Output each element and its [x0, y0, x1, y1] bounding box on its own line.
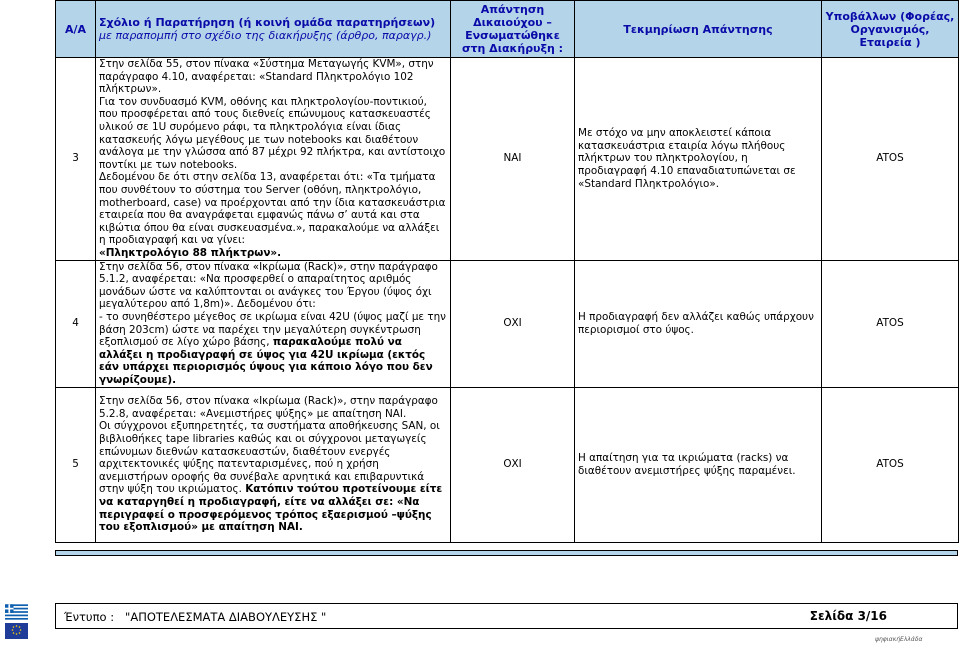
row-observation: [96, 387, 451, 542]
header-answer: Απάντηση Δικαιούχου – Ενσωματώθηκε στη Διακήρυξη :: [451, 1, 575, 58]
row-submitter: ATOS: [822, 260, 959, 387]
row-evidence: Η προδιαγραφή δεν αλλάζει καθώς υπάρχουν περιορισμοί στο ύψος.: [575, 260, 822, 387]
row-evidence: Με στόχο να μην αποκλειστεί κάποια κατασκευάστρια εταιρία λόγω πλήθους πλήκτρων του πληκτρολογίου, η προδιαγραφή 4.10 επαναδιατυπώνεται σε «Standard Πληκτρολόγιο».: [575, 58, 822, 261]
table-row: [56, 58, 959, 261]
header-evidence: Τεκμηρίωση Απάντησης: [575, 1, 822, 58]
row-evidence: Η απαίτηση για τα ικριώματα (racks) να διαθέτουν ανεμιστήρες ψύξης παραμένει.: [575, 387, 822, 542]
row-number: 5: [56, 387, 96, 542]
observation-text: Δεδομένου δε ότι στην σελίδα 13, αναφέρεται ότι: «Τα τμήματα που συνθέτουν το σύστημα του Server (οθόνη, πληκτρολόγιο, motherboard, case) να προέρχονται από την ίδια κατασκευάστρια εταιρεία που θα αναγράφεται εμφανώς πάνω σ’ αυτά και στα κιβώτια όπου θα είναι συσκευασμένα.», παρακαλούμε να αλλάξει η προδιαγραφή και να γίνει:: [99, 171, 446, 247]
footer-form-label: Έντυπο :: [64, 610, 115, 624]
observation-paragraph: [99, 311, 447, 387]
table-row: [56, 260, 959, 387]
observation-paragraph: Για τον συνδυασμό KVM, οθόνης και πληκτρολογίου-ποντικιού, που προσφέρεται από τους διεθνείς επώνυμους κατασκευαστές υλικού σε 1U συρόμενο ράφι, τα πληκτρολόγια είναι ίδιας κατασκευής λόγω μεγέθους με των notebooks και διαθέτουν ανάλογα με την γλώσσα από 87 μέχρι 92 πλήκτρα, και αντίστοιχο ποντίκι με των notebooks.: [99, 95, 446, 171]
row-submitter: ATOS: [822, 58, 959, 261]
observation-paragraph: [99, 171, 447, 259]
table-bottom-bar: [55, 550, 958, 556]
footer-form: [64, 610, 326, 624]
observation-paragraph: Στην σελίδα 55, στον πίνακα «Σύστημα Μεταγωγής KVM», στην παράγραφο 4.10, αναφέρεται: «Standard Πληκτρολόγιο 102 πλήκτρων».: [99, 58, 434, 96]
header-observation-title: Σχόλιο ή Παρατήρηση (ή κοινή ομάδα παρατηρήσεων): [99, 16, 436, 29]
page-footer: [55, 603, 958, 629]
digital-greece-logo: ψηφιακήΕλλάδα: [875, 636, 923, 643]
header-row: [56, 1, 959, 58]
row-submitter: ATOS: [822, 387, 959, 542]
table-row: [56, 387, 959, 542]
consultation-table: [55, 0, 959, 543]
footer-form-title: "ΑΠΟΤΕΛΕΣΜΑΤΑ ΔΙΑΒΟΥΛΕΥΣΗΣ ": [125, 610, 327, 624]
greek-flag-icon: [5, 604, 28, 620]
row-observation: [96, 260, 451, 387]
eu-flag-icon: [5, 623, 28, 639]
observation-request: Κατόπιν τούτου προτείνουμε είτε να καταργηθεί η προδιαγραφή, είτε να αλλάξει σε: «Να περιγραφεί ο προσφερόμενος τρόπος εξαερισμού –ψύξης του εξοπλισμού» με απαίτηση ΝΑΙ.: [99, 483, 443, 534]
observation-request: «Πληκτρολόγιο 88 πλήκτρων».: [99, 246, 282, 259]
row-observation: [96, 58, 451, 261]
row-answer: ΟΧΙ: [451, 260, 575, 387]
header-submitter: Υποβάλλων (Φορέας, Οργανισμός, Εταιρεία ): [822, 1, 959, 58]
row-number: 4: [56, 260, 96, 387]
row-answer: ΝΑΙ: [451, 58, 575, 261]
header-aa: Α/Α: [56, 1, 96, 58]
observation-text: - το συνηθέστερο μέγεθος σε ικρίωμα είναι 42U (ύψος μαζί με την βάση 203cm) ώστε να παρέχει την μεγαλύτερη συγκέντρωση εξοπλισμού σε λίγο χώρο βάσης,: [99, 310, 446, 349]
page-number: Σελίδα 3/16: [809, 609, 887, 623]
header-observation-sub: με παραπομπή στο σχέδιο της διακήρυξης (άρθρο, παραγρ.): [99, 29, 432, 42]
observation-paragraph: [99, 420, 447, 533]
row-answer: ΟΧΙ: [451, 387, 575, 542]
observation-text: Οι σύγχρονοι εξυπηρετητές, τα συστήματα αποθήκευσης SAN, οι βιβλιοθήκες tape libraries καθώς και οι σύγχρονοι μεταγωγείς επώνυμων διεθνών κατασκευαστών, διαθέτουν ενεργές αρχιτεκτονικές ψύξης πατενταρισμένες, πού η χρήση ανεμιστήρων οροφής θα συνέβαλε αρνητικά και επιβαρυντικά στην ψύξη του ικριώματος.: [99, 420, 440, 496]
row-number: 3: [56, 58, 96, 261]
header-observation: [96, 1, 451, 58]
observation-paragraph: Στην σελίδα 56, στον πίνακα «Ικρίωμα (Rack)», στην παράγραφο 5.2.8, αναφέρεται: «Ανεμιστήρες ψύξης» με απαίτηση ΝΑΙ.: [99, 395, 438, 420]
observation-request: παρακαλούμε πολύ να αλλάξει η προδιαγραφή σε ύψος για 42U ικρίωμα (εκτός εάν υπάρχει περιορισμός ύψους για κάποιο λόγο που δεν γνωρίζουμε).: [99, 336, 433, 386]
observation-paragraph: Στην σελίδα 56, στον πίνακα «Ικρίωμα (Rack)», στην παράγραφο 5.1.2, αναφέρεται: «Να προσφερθεί ο απαραίτητος αριθμός μονάδων ώστε να καλύπτονται οι ανάγκες του Έργου (ύψος όχι μεγαλύτερου από 1,8m)». Δεδομένου ότι:: [99, 260, 438, 311]
